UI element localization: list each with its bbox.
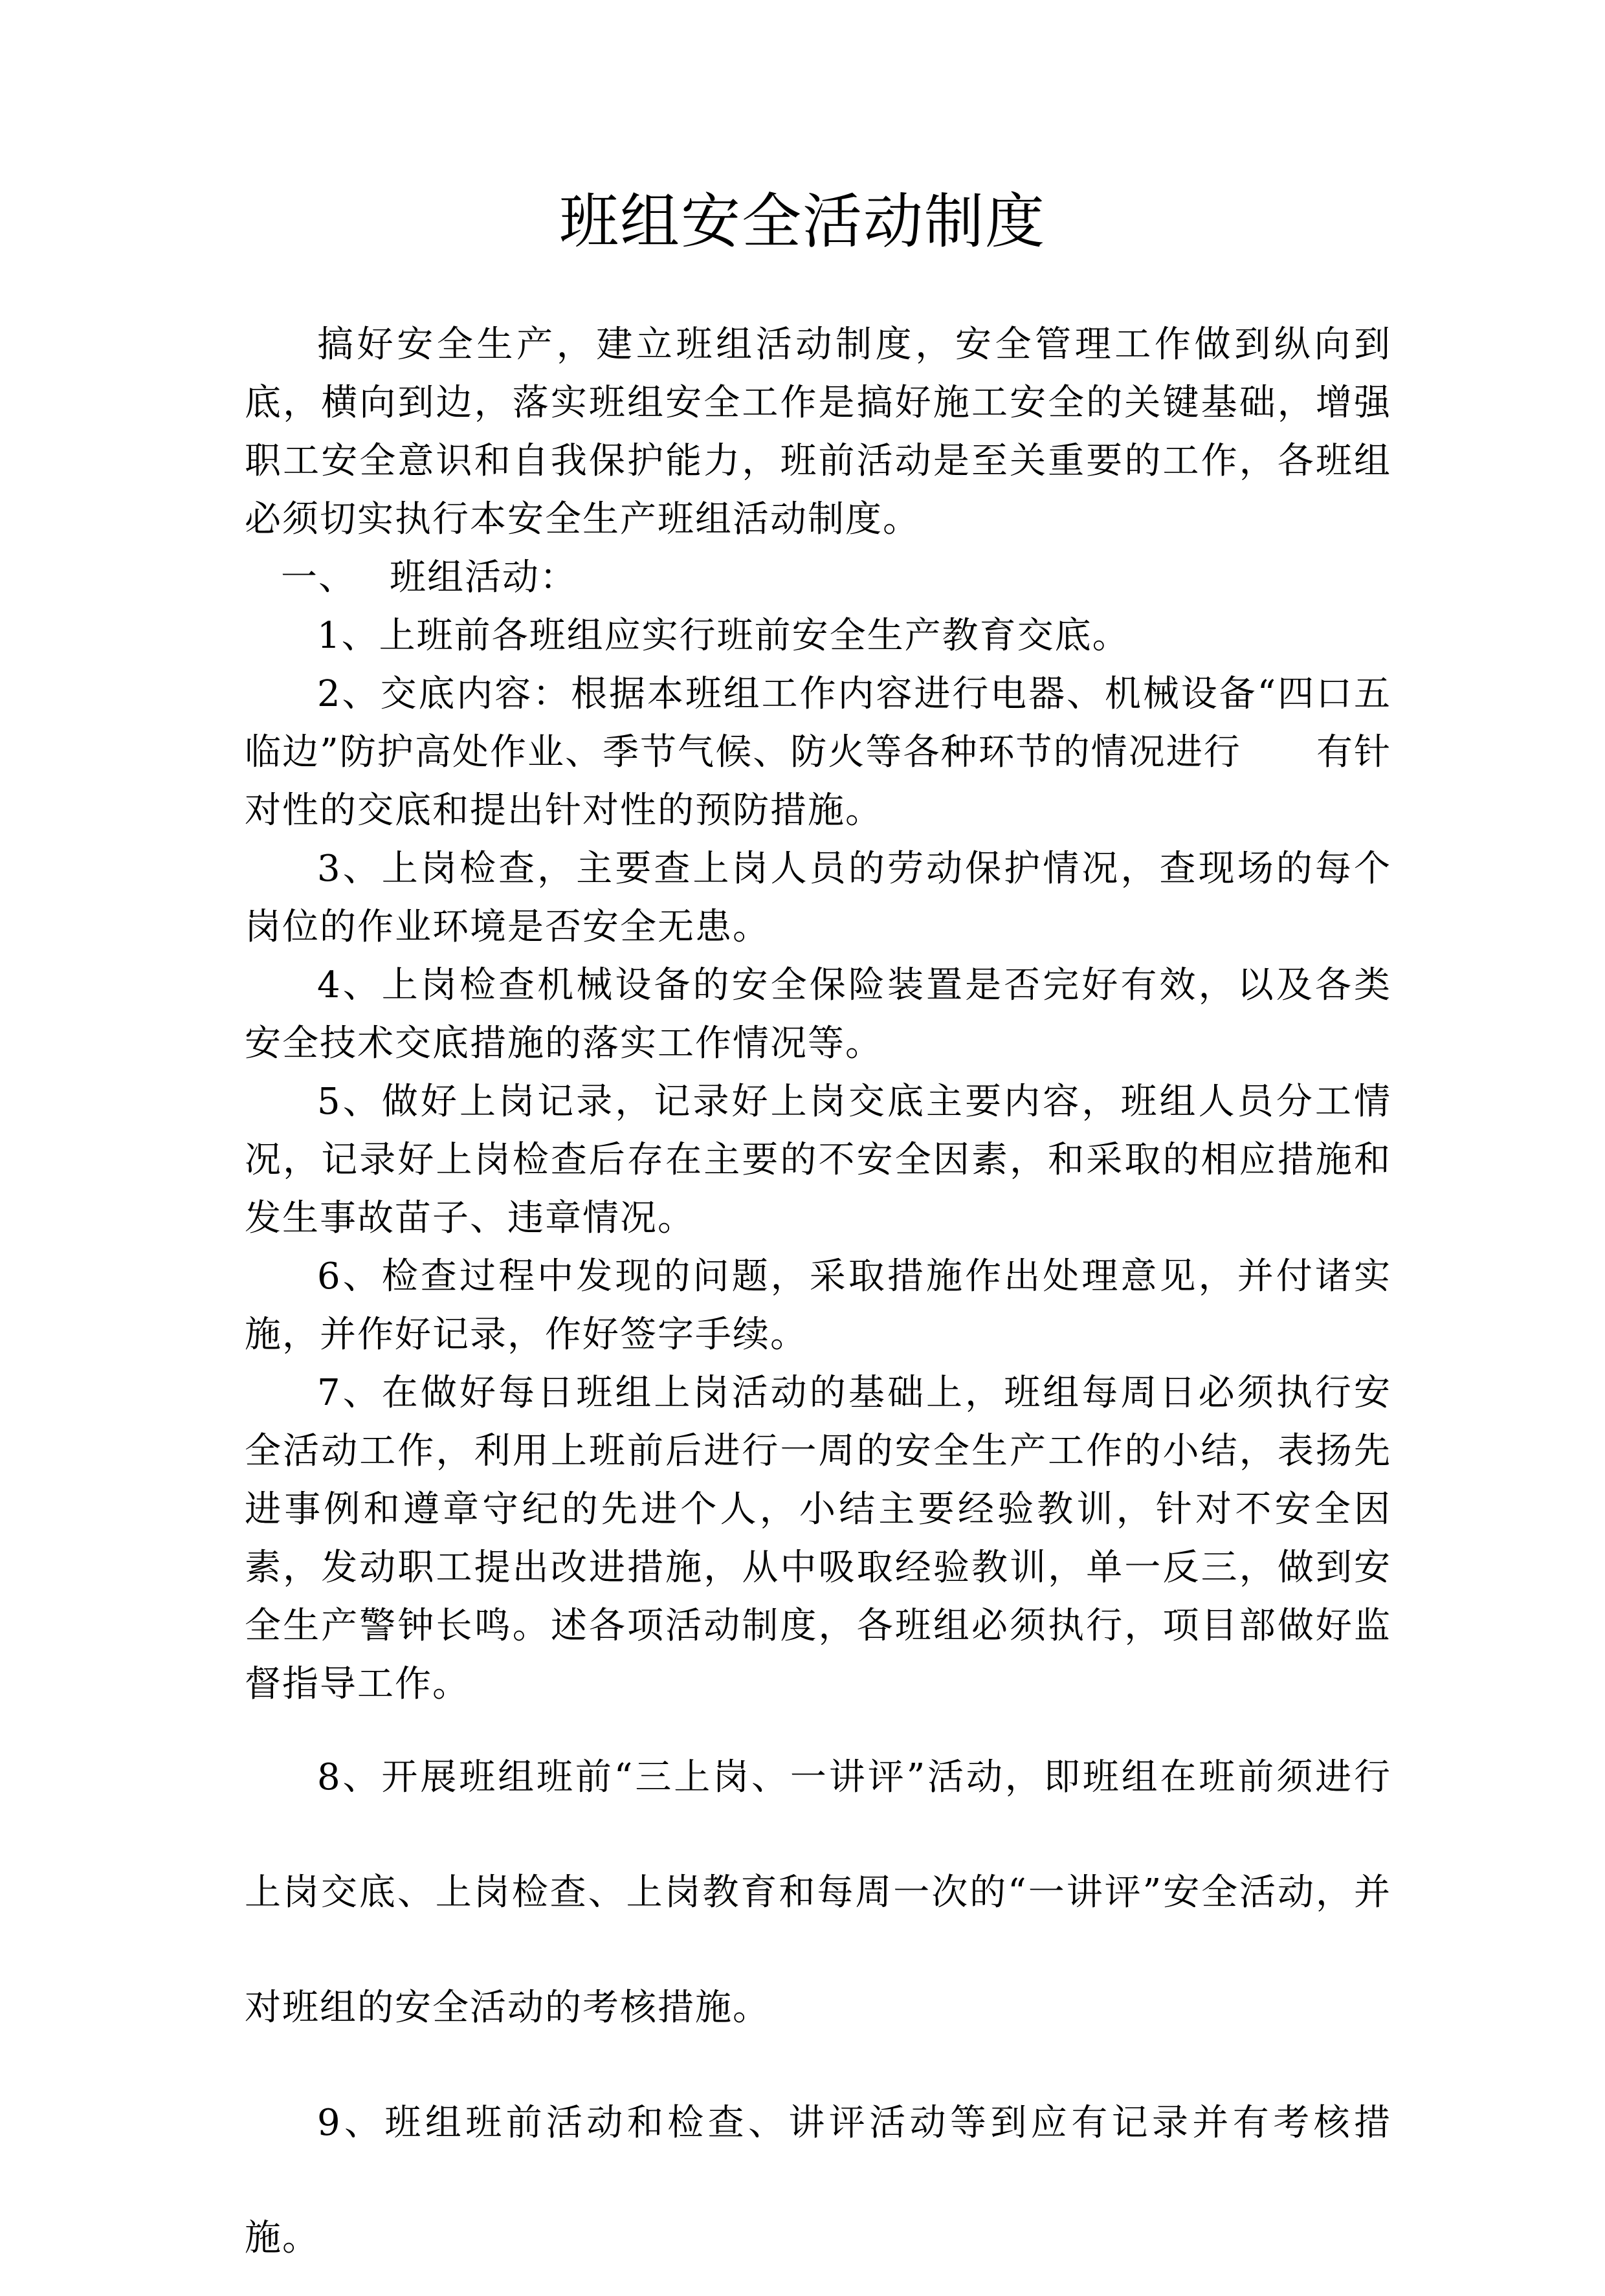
item-4: 4、上岗检查机械设备的安全保险装置是否完好有效，以及各类安全技术交底措施的落实工作情况等。 xyxy=(245,964,1391,1065)
item-7: 7、在做好每日班组上岗活动的基础上，班组每周日必须执行安全活动工作，利用上班前后进行一周的安全生产工作的小结，表扬先进事例和遵章守纪的先进个人，小结主要经验教训，针对不安全因素，发动职工提出改进措施，从中吸取经验教训，单一反三，做到安全生产警钟长鸣。述各项活动制度，各班组必须执行，项目部做好监督指导工作。 xyxy=(245,1372,1391,1705)
item-8: 8、开展班组班前“三上岗、一讲评”活动，即班组在班前须进行上岗交底、上岗检查、上岗教育和每周一次的“一讲评”安全活动，并对班组的安全活动的考核措施。 xyxy=(245,1756,1391,2029)
section-heading xyxy=(245,549,1391,607)
section-number: 一、 xyxy=(281,557,356,599)
item-9: 9、班组班前活动和检查、讲评活动等到应有记录并有考核措施。 xyxy=(245,2102,1391,2259)
document-title: 班组安全活动制度 xyxy=(559,187,1046,256)
item-3: 3、上岗检查，主要查上岗人员的劳动保护情况，查现场的每个岗位的作业环境是否安全无患。 xyxy=(245,848,1391,948)
section-title: 班组活动： xyxy=(390,557,577,599)
item-2: 2、交底内容：根据本班组工作内容进行电器、机械设备“四口五临边”防护高处作业、季节气候、防火等各种环节的情况进行 有针对性的交底和提出针对性的预防措施。 xyxy=(245,673,1391,832)
item-6: 6、检查过程中发现的问题，采取措施作出处理意见，并付诸实施，并作好记录，作好签字手续。 xyxy=(245,1255,1391,1356)
document-body xyxy=(245,316,1391,2296)
item-1: 1、上班前各班组应实行班前安全生产教育交底。 xyxy=(317,615,1130,657)
intro-paragraph: 搞好安全生产，建立班组活动制度，安全管理工作做到纵向到底，横向到边，落实班组安全工作是搞好施工安全的关键基础，增强职工安全意识和自我保护能力，班前活动是至关重要的工作，各班组必须切实执行本安全生产班组活动制度。 xyxy=(245,324,1391,540)
item-5: 5、做好上岗记录，记录好上岗交底主要内容，班组人员分工情况，记录好上岗检查后存在主要的不安全因素，和采取的相应措施和发生事故苗子、违章情况。 xyxy=(245,1081,1391,1239)
